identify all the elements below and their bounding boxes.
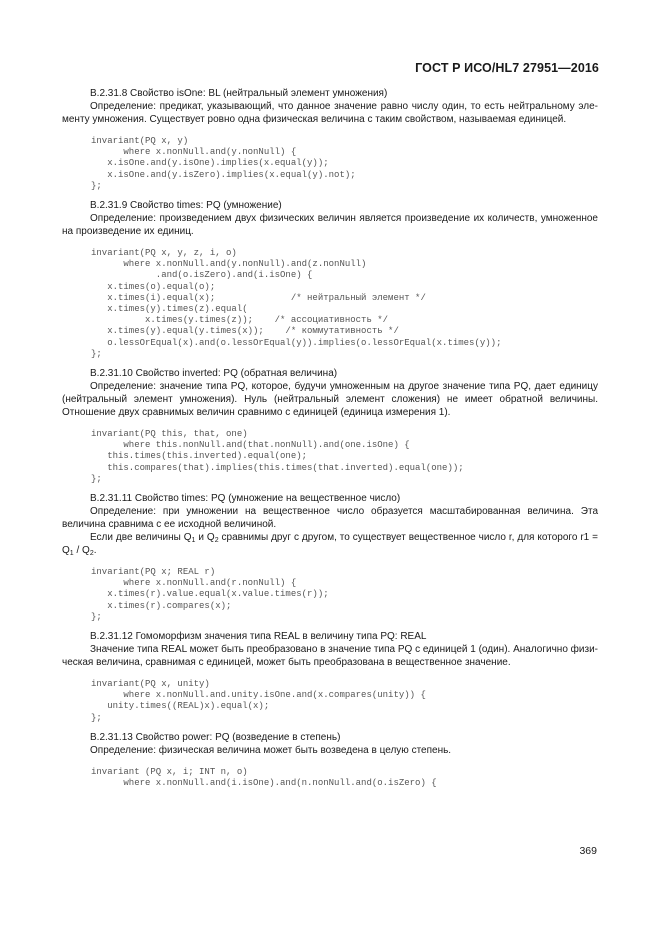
section-real-homomorphism: [62, 630, 598, 724]
code-line: where x.nonNull.and(y.nonNull) {: [91, 147, 297, 158]
section-isone: [62, 87, 598, 192]
code-line: x.isOne.and(y.isZero).implies(x.equal(y).not);: [91, 169, 356, 180]
section-heading: B.2.31.11 Свойство times: PQ (умножение на вещественное число): [90, 493, 401, 505]
code-line: x.times(y).times(z).equal(: [91, 304, 248, 315]
code-line: invariant(PQ this, that, one): [91, 429, 248, 440]
code-line: invariant(PQ x, y, z, i, o): [91, 248, 237, 259]
quotient-paragraph: Если две величины $Q_1$ и $Q_2$ сравнимы друг с другом, то существует вещественное число r, для которого $r1 = Q_1 / Q_2$.: [62, 532, 598, 558]
code-block: [91, 567, 598, 623]
paragraph: Определение: произведением двух физических величин является произведение их количеств, умноженное на произведение их единиц.: [62, 213, 598, 238]
code-line: x.times(y.times(z)); /* ассоциативность */: [91, 315, 389, 326]
code-line: x.times(r).value.equal(x.value.times(r));: [91, 589, 329, 600]
code-line: };: [91, 473, 102, 484]
code-line: x.isOne.and(y.isOne).implies(x.equal(y));: [91, 158, 329, 169]
code-line: where this.nonNull.and(that.nonNull).and(one.isOne) {: [91, 440, 410, 451]
section-heading: B.2.31.8 Свойство isOne: BL (нейтральный элемент умножения): [90, 88, 388, 99]
code-line: where x.nonNull.and(y.nonNull).and(z.nonNull): [91, 259, 367, 270]
paragraph: Определение: значение типа PQ, которое, будучи умноженным на другое значение типа PQ, дает единицу (нейтральный элемент умножения). Нуль (нейтральный элемент сложения) не имеет обратной величины. Отношение двух сравнимых величин сравнимо с единицей (единица измерения 1).: [62, 381, 598, 419]
document-header: ГОСТ Р ИСО/HL7 27951—2016: [415, 61, 599, 75]
code-block: [91, 679, 598, 724]
code-line: x.times(i).equal(x); /* нейтральный элемент */: [91, 292, 426, 303]
code-line: where x.nonNull.and(i.isOne).and(n.nonNull.and(o.isZero) {: [91, 778, 437, 789]
code-line: this.times(this.inverted).equal(one);: [91, 451, 308, 462]
paragraph: Значение типа REAL может быть преобразовано в значение типа PQ с единицей 1 (один). Аналогично физическая величина, сравнимая с единицей, может быть преобразована в вещественное значение.: [62, 644, 598, 669]
code-line: };: [91, 348, 102, 359]
section-power: [62, 731, 598, 789]
code-line: x.times(y).equal(y.times(x)); /* коммутативность */: [91, 326, 399, 337]
paragraph: Определение: физическая величина может быть возведена в целую степень.: [90, 744, 452, 756]
section-heading: B.2.31.12 Гомоморфизм значения типа REAL в величину типа PQ: REAL: [90, 631, 427, 643]
code-line: invariant(PQ x, unity): [91, 679, 210, 690]
paragraph: Определение: при умножении на вещественное число образуется масштабированная величина. Эта величина сравнима с ее исходной величиной.: [62, 506, 598, 531]
code-line: o.lessOrEqual(x).and(o.lessOrEqual(y)).implies(o.lessOrEqual(x.times(y));: [91, 337, 502, 348]
section-heading: B.2.31.9 Свойство times: PQ (умножение): [90, 200, 282, 212]
code-block: [91, 136, 598, 192]
code-line: x.times(o).equal(o);: [91, 281, 216, 292]
section-heading: B.2.31.13 Свойство power: PQ (возведение в степень): [90, 731, 341, 743]
code-line: x.times(r).compares(x);: [91, 600, 232, 611]
code-line: invariant(PQ x; REAL r): [91, 567, 216, 578]
section-inverted: [62, 367, 598, 485]
code-block: [91, 429, 598, 485]
section-times-real: [62, 492, 598, 623]
code-line: unity.times((REAL)x).equal(x);: [91, 701, 270, 712]
code-line: };: [91, 180, 102, 191]
page-number: 369: [579, 845, 597, 857]
code-line: };: [91, 611, 102, 622]
section-times: [62, 199, 598, 360]
section-heading: B.2.31.10 Свойство inverted: PQ (обратная величина): [90, 368, 338, 380]
code-line: where x.nonNull.and.unity.isOne.and(x.compares(unity)) {: [91, 690, 426, 701]
paragraph: Определение: предикат, указывающий, что данное значение равно числу один, то есть нейтральному элементу умножения. Существует ровно одна физическая величина с таким свойством, называемая единицей.: [62, 101, 598, 125]
code-line: invariant(PQ x, y): [91, 136, 189, 146]
code-line: .and(o.isZero).and(i.isOne) {: [91, 270, 313, 281]
page-content: [62, 80, 598, 789]
code-block: [91, 767, 598, 789]
code-line: invariant (PQ x, i; INT n, o): [91, 766, 248, 777]
code-line: this.compares(that).implies(this.times(that.inverted).equal(one));: [91, 462, 464, 473]
code-block: [91, 248, 598, 360]
code-line: };: [91, 712, 102, 723]
code-line: where x.nonNull.and(r.nonNull) {: [91, 578, 297, 589]
